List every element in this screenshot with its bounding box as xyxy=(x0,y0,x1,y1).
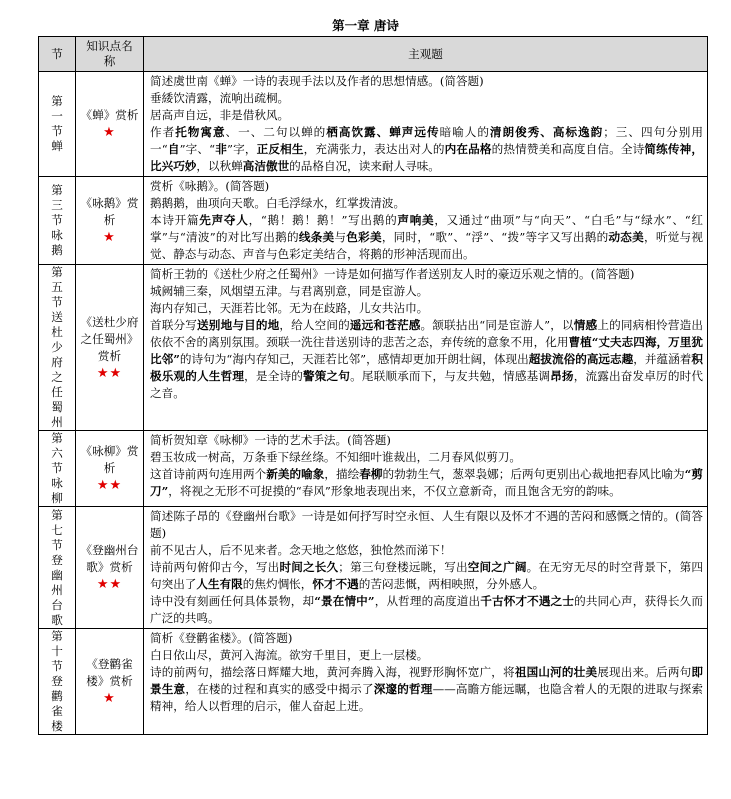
question-cell xyxy=(144,177,708,265)
knowledge-name: 《送杜少府之任蜀州》赏析 xyxy=(80,314,139,363)
key-phrase: 清朗俊秀、高标逸韵 xyxy=(489,125,604,139)
key-phrase: 遥远和苍茫感 xyxy=(349,318,421,332)
content-line: 这首诗前两句连用两个新美的喻象，描绘春柳的勃勃生气，葱翠袅娜；后两句更别出心裁地把春风比喻为“剪刀”，将视之无形不可捉摸的“春风”形象地表现出来，不仅立意新奇，而且饱含无穷的韵味。 xyxy=(150,467,703,498)
key-phrase: 警策之句 xyxy=(303,369,351,383)
key-phrase: 简练传神，比兴巧妙 xyxy=(150,142,703,173)
content-line: 垂緌饮清露，流响出疏桐。 xyxy=(150,91,290,105)
importance-stars: ★ xyxy=(103,230,116,245)
key-phrase: 昂扬 xyxy=(550,369,574,383)
knowledge-cell xyxy=(76,431,144,507)
knowledge-cell xyxy=(76,507,144,629)
importance-stars: ★ xyxy=(103,125,116,140)
content-line: 赏析《咏鹅》。(简答题) xyxy=(150,179,270,193)
key-phrase: 怀才不遇 xyxy=(312,577,359,591)
key-phrase: 正反相生 xyxy=(256,142,304,156)
knowledge-name: 《蝉》赏析 xyxy=(80,108,139,122)
key-phrase: 送别地与目的地 xyxy=(197,318,280,332)
content-line: 简析王勃的《送杜少府之任蜀州》一诗是如何描写作者送别友人时的豪迈乐观之情的。(简答题) xyxy=(150,267,635,281)
importance-stars: ★★ xyxy=(96,365,123,381)
header-question: 主观题 xyxy=(144,37,708,72)
question-cell xyxy=(144,629,708,735)
importance-stars: ★★ xyxy=(96,577,123,592)
key-phrase: 祖国山河的壮美 xyxy=(514,665,598,679)
key-phrase: 积极乐观的人生哲理 xyxy=(150,352,703,383)
content-line: 海内存知己，天涯若比邻。无为在歧路，儿女共沾巾。 xyxy=(150,301,429,315)
content-line: 诗中没有刻画任何具体景物，却“景在情中”，从哲理的高度道出千古怀才不遇之士的共同心声，获得长久而广泛的共鸣。 xyxy=(150,594,703,625)
key-phrase: 高洁傲世 xyxy=(242,159,290,173)
key-phrase: 声响美 xyxy=(397,213,435,227)
content-line: 作者托物寓意、一、二句以蝉的栖高饮露、蝉声远传暗喻人的清朗俊秀、高标逸韵；三、四句分别用一“自”字、“非”字，正反相生，充满张力，表达出对人的内在品格的热情赞美和高度自信。全诗简练传神，比兴巧妙，以秋蝉高洁傲世的品格自况，读来耐人寻味。 xyxy=(150,125,703,173)
key-phrase: 空间之广阔 xyxy=(467,560,527,574)
question-cell xyxy=(144,72,708,177)
table-row xyxy=(39,431,708,507)
key-phrase: 托物寓意 xyxy=(175,125,226,139)
key-phrase: 深邃的哲理 xyxy=(373,682,433,696)
table-row xyxy=(39,629,708,735)
section-cell: 第七节登幽州台歌 xyxy=(39,507,76,629)
chapter-title: 第一章 唐诗 xyxy=(332,18,399,33)
content-line: 本诗开篇先声夺人，“鹅！鹅！鹅！”写出鹅的声响美，又通过“曲项”与“向天”、“白毛”与“绿水”、“红掌”与“清波”的对比写出鹅的线条美与色彩美，同时，“歌”、“浮”、“拨”等字又写出鹅的动态美，听觉与视觉、静态与动态、声音与色彩定美结合，将鹅的形神活现而出。 xyxy=(150,213,703,261)
content-line: 前不见古人，后不见来者。念天地之悠悠，独怆然而涕下！ xyxy=(150,543,452,557)
content-line: 简述虞世南《蝉》一诗的表现手法以及作者的思想情感。(简答题) xyxy=(150,74,484,88)
table-row xyxy=(39,177,708,265)
key-phrase: 动态美 xyxy=(608,230,644,244)
question-table xyxy=(38,36,708,735)
key-phrase: 非 xyxy=(215,142,228,156)
question-cell xyxy=(144,265,708,431)
key-phrase: 线条美 xyxy=(298,230,335,244)
knowledge-name: 《登鹳雀楼》赏析 xyxy=(86,657,133,688)
content-line: 鹅鹅鹅，曲项向天歌。白毛浮绿水，红掌拨清波。 xyxy=(150,196,406,210)
question-cell xyxy=(144,431,708,507)
content-line: 居高声自远，非是借秋风。 xyxy=(150,108,290,122)
key-phrase: 人生有限 xyxy=(196,577,243,591)
section-cell: 第三节咏鹅 xyxy=(39,177,76,265)
knowledge-cell xyxy=(76,72,144,177)
key-phrase: 先声夺人 xyxy=(199,213,249,227)
table-row xyxy=(39,507,708,629)
key-phrase: “景在情中” xyxy=(314,594,375,608)
header-section: 节 xyxy=(39,37,76,72)
content-line: 首联分写送别地与目的地，给人空间的遥远和苍茫感。颔联拈出“同是宦游人”，以情感上的同病相怜营造出依依不舍的离别氛围。颈联一洗往昔送别诗的悲苦之态，弃传统的意象不用，化用曹植“丈夫志四海，万里犹比邻”的诗句为“海内存知己，天涯若比邻”，感情却更加开朗壮阔，体现出超拔流俗的高远志趣，并蕴涵着积极乐观的人生哲理，是全诗的警策之句。尾联顺承而下，与友共勉，情感基调昂扬，流露出奋发卓厉的时代之音。 xyxy=(150,318,703,400)
importance-stars: ★ xyxy=(103,691,116,706)
importance-stars: ★★ xyxy=(96,478,123,493)
knowledge-name: 《登幽州台歌》赏析 xyxy=(80,543,139,574)
key-phrase: 色彩美 xyxy=(346,230,382,244)
key-phrase: 千古怀才不遇之士 xyxy=(480,594,575,608)
header-knowledge: 知识点名称 xyxy=(76,37,144,72)
key-phrase: “剪刀” xyxy=(150,467,703,498)
content-line: 城阙辅三秦，风烟望五津。与君离别意，同是宦游人。 xyxy=(150,284,429,298)
section-cell: 第十节登鹳雀楼 xyxy=(39,629,76,735)
question-cell xyxy=(144,507,708,629)
content-line: 简述陈子昂的《登幽州台歌》一诗是如何抒写时空永恒、人生有限以及怀才不遇的苦闷和感慨之情的。(简答题) xyxy=(150,509,703,540)
content-line: 诗前两句俯仰古今，写出时间之长久；第三句登楼远眺，写出空间之广阔。在无穷无尽的时空背景下，第四句突出了人生有限的焦灼惆怅，怀才不遇的苦闷悲慨，两相映照，分外感人。 xyxy=(150,560,703,591)
table-row xyxy=(39,265,708,431)
key-phrase: 内在品格 xyxy=(444,142,492,156)
key-phrase: 情感 xyxy=(573,318,598,332)
content-line: 诗的前两句，描绘落日辉耀大地，黄河奔腾入海，视野形胸怀宽广，将祖国山河的壮美展现出来。后两句即景生意，在楼的过程和真实的感受中揭示了深邃的哲理——高瞻方能远瞩，也隐含着人的无限的进取与探索精神，给人以哲理的启示，催人奋起上进。 xyxy=(150,665,703,713)
knowledge-name: 《咏柳》赏析 xyxy=(80,444,139,475)
key-phrase: 栖高饮露、蝉声远传 xyxy=(326,125,440,139)
key-phrase: 时间之长久 xyxy=(279,560,339,574)
key-phrase: 曹植“丈夫志四海，万里犹比邻” xyxy=(150,335,703,366)
section-cell: 第一节蝉 xyxy=(39,72,76,177)
knowledge-cell xyxy=(76,629,144,735)
knowledge-cell xyxy=(76,177,144,265)
content-line: 简析贺知章《咏柳》一诗的艺术手法。(简答题) xyxy=(150,433,391,447)
knowledge-name: 《咏鹅》赏析 xyxy=(80,196,139,227)
content-line: 碧玉妆成一树高，万条垂下绿丝绦。不知细叶谁裁出，二月春风似剪刀。 xyxy=(150,450,522,464)
key-phrase: 自 xyxy=(167,142,180,156)
table-header-row xyxy=(39,37,708,72)
table-body xyxy=(39,72,708,735)
content-line: 白日依山尽，黄河入海流。欲穷千里目，更上一层楼。 xyxy=(150,648,429,662)
key-phrase: 超拔流俗的高远志趣 xyxy=(528,352,634,366)
section-cell: 第六节咏柳 xyxy=(39,431,76,507)
table-row xyxy=(39,72,708,177)
key-phrase: 即景生意 xyxy=(150,665,703,696)
key-phrase: 新美的喻象 xyxy=(266,467,325,481)
key-phrase: 春柳 xyxy=(359,467,383,481)
content-line: 简析《登鹳雀楼》。(简答题) xyxy=(150,631,293,645)
knowledge-cell xyxy=(76,265,144,431)
section-cell: 第五节送杜少府之任蜀州 xyxy=(39,265,76,431)
